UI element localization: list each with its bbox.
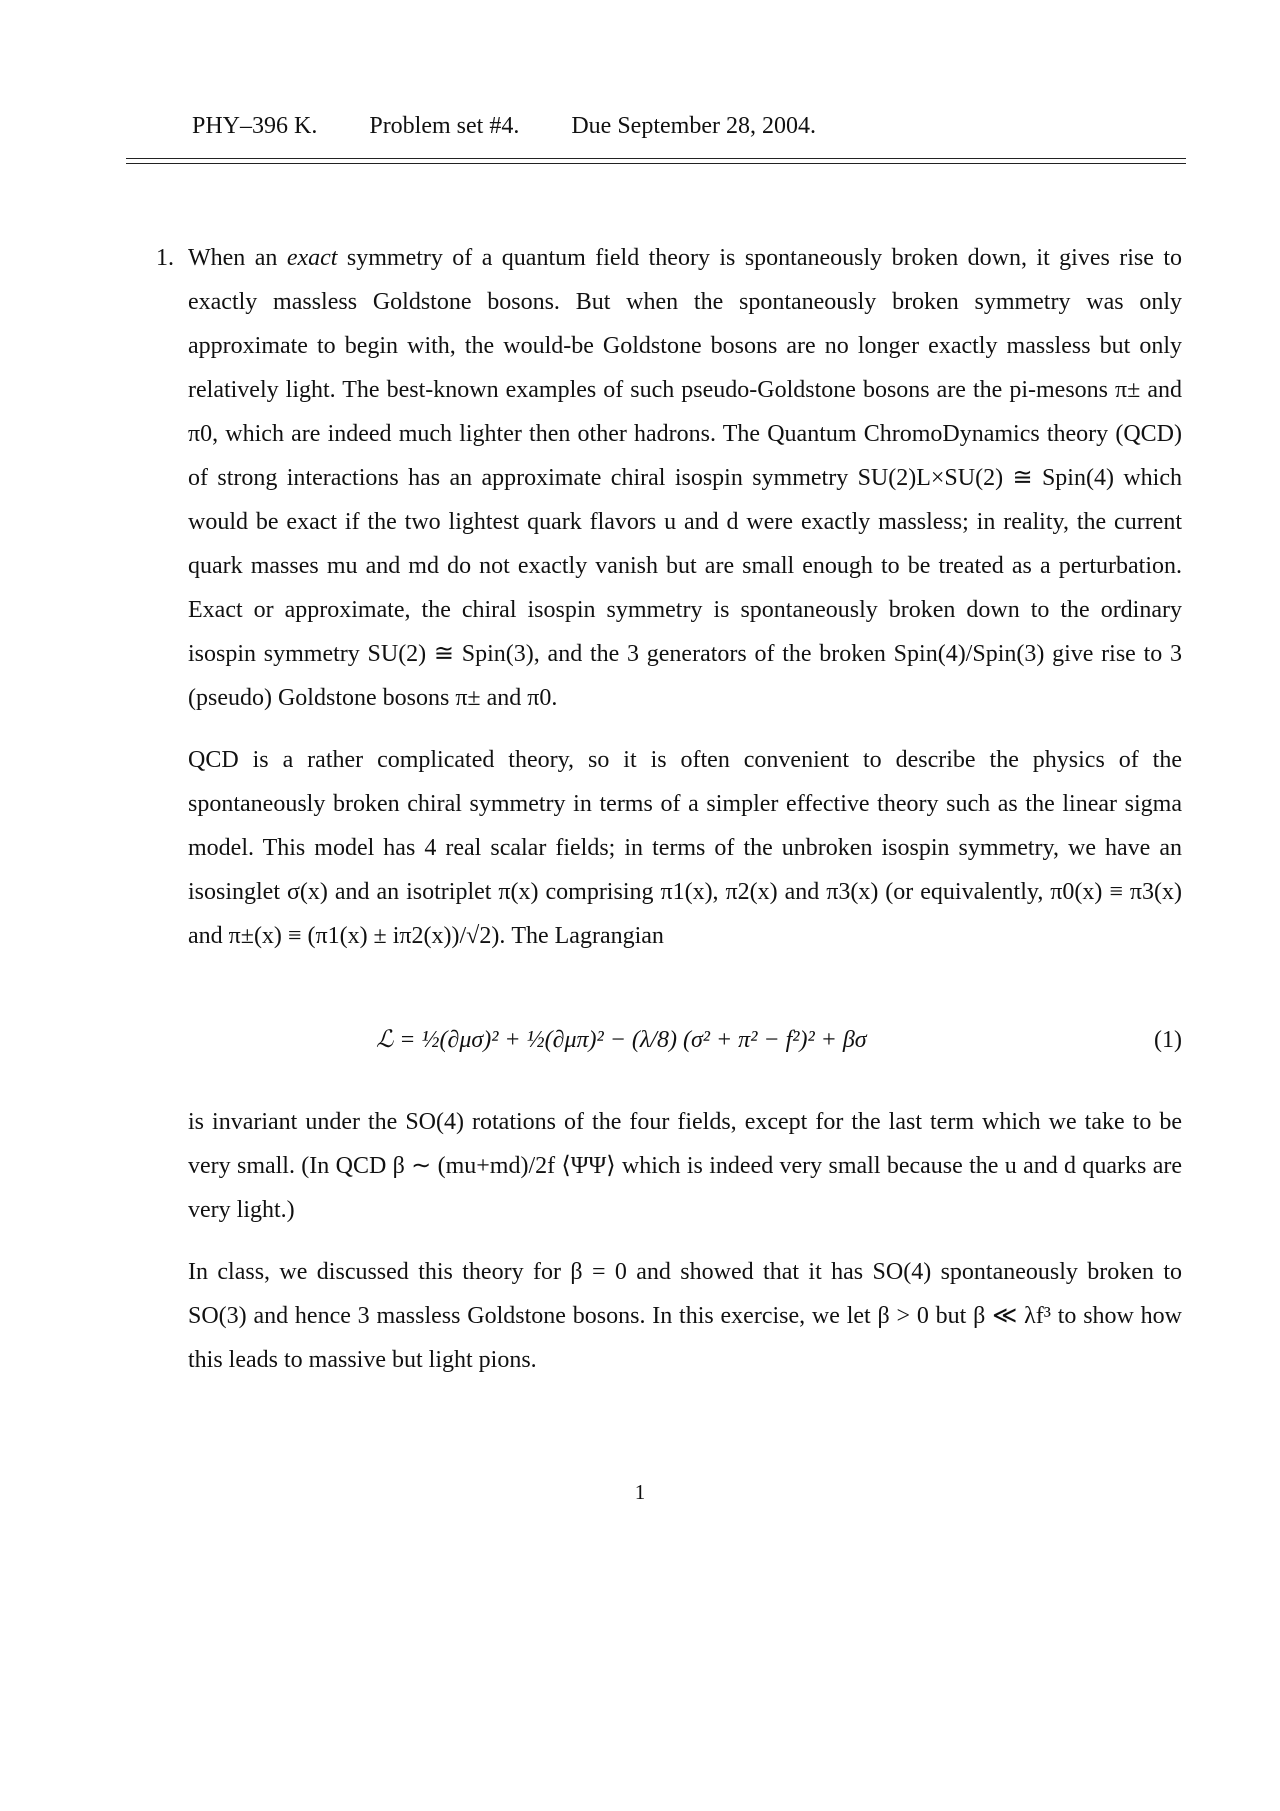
header-rule-top [126,158,1186,159]
problem-set-title: Problem set #4. [369,113,520,139]
due-date: Due September 28, 2004. [571,113,816,139]
paragraph-2: QCD is a rather complicated theory, so it is often convenient to describe the physics of the spontaneously broken chiral symmetry in terms of a simpler effective theory such as the linear sigma model. This model has 4 real scalar fields; in terms of the unbroken isospin symmetry, we have an isosinglet σ(x) and an isotriplet π(x) comprising π1(x), π2(x) and π3(x) (or equivalently, π0(x) ≡ π3(x) and π±(x) ≡ (π1(x) ± iπ2(x))/√2). The Lagrangian [188,747,1182,949]
emphasis-exact: exact [286,245,338,271]
problem-1 [156,236,1182,1382]
equation-number: (1) [1154,1027,1182,1053]
problem-content [156,236,1182,1382]
paragraph-1-start: When an [188,245,278,271]
course-code: PHY–396 K. [192,113,318,139]
paragraph-1-rest: symmetry of a quantum field theory is spontaneously broken down, it gives rise to exactly massless Goldstone bosons. But when the spontaneously broken symmetry was only approximate to begin with, the would-be Goldstone bosons are no longer exactly massless but only relatively light. The best-known examples of such pseudo-Goldstone bosons are the pi-mesons π± and π0, which are indeed much lighter then other hadrons. The Quantum ChromoDynamics theory (QCD) of strong interactions has an approximate chiral isospin symmetry SU(2)L×SU(2) ≅ Spin(4) which would be exact if the two lightest quark flavors u and d were exactly massless; in reality, the current quark masses mu and md do not exactly vanish but are small enough to be treated as a perturbation. Exact or approximate, the chiral isospin symmetry is spontaneously broken down to the ordinary isospin symmetry SU(2) ≅ Spin(3), and the 3 generators of the broken Spin(4)/Spin(3) give rise to 3 (pseudo) Goldstone bosons π± and π0. [188,245,1182,711]
problem-number: 1. [156,245,174,271]
header-rule-bottom [126,163,1186,164]
lagrangian-equation: ℒ = ½(∂μσ)² + ½(∂μπ)² − (λ/8) (σ² + π² − f²)² + βσ [376,1027,867,1053]
paragraph-3: is invariant under the SO(4) rotations of the four fields, except for the last term which we take to be very small. (In QCD β ∼ (mu+md)/2f ⟨ΨΨ⟩ which is indeed very small because the u and d quarks are very light.) [188,1109,1182,1223]
page-header [192,113,862,140]
paragraph-4: In class, we discussed this theory for β = 0 and showed that it has SO(4) spontaneously broken to SO(3) and hence 3 massless Goldstone bosons. In this exercise, we let β > 0 but β ≪ λf³ to show how this leads to massive but light pions. [188,1259,1182,1373]
equation-1 [188,974,1182,1100]
paragraph-1 [188,236,1182,720]
page-number: 1 [634,1480,646,1504]
